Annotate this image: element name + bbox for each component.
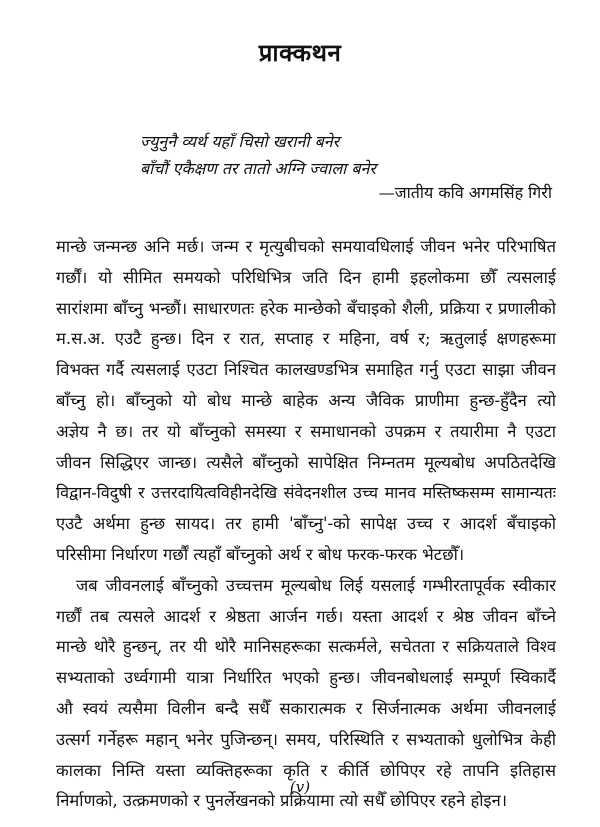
paragraph-1-line: एउटै अर्थमा हुन्छ सायद। तर हामी 'बाँच्नु'-को सापेक्ष उच्च र आदर्श बँचाइको (56, 514, 556, 534)
epigraph-line: बाँचौं एकैक्षण तर तातो अग्नि ज्वाला बनेर (140, 159, 376, 178)
page-number: (v) (289, 778, 311, 796)
paragraph-1-line: सारांशमा बाँच्नु भन्छौं। साधारणतः हरेक मान्छेको बँचाइको शैली, प्रक्रिया र प्रणालीको (56, 298, 556, 318)
paragraph-2-line: औ स्वयं त्यसैमा विलीन बन्दै सधैँ सकारात्मक र सिर्जनात्मक अर्थमा जीवनलाई (56, 698, 556, 718)
paragraph-2-line: कालका निम्ति यस्ता व्यक्तिहरूका कृति र कीर्ति छोपिएर रहे तापनि इतिहास (56, 760, 556, 780)
paragraph-2-line: जब जीवनलाई बाँच्नुको उच्चत्तम मूल्यबोध लिई यसलाई गम्भीरतापूर्वक स्वीकार (76, 575, 556, 595)
paragraph-2-line: गर्छौं तब त्यसले आदर्श र श्रेष्ठता आर्जन गर्छ। यस्ता आदर्श र श्रेष्ठ जीवन बाँच्ने (56, 606, 556, 626)
paragraph-1-line: मान्छे जन्मन्छ अनि मर्छ। जन्म र मृत्युबीचको समयावधिलाई जीवन भनेर परिभाषित (56, 237, 556, 256)
epigraph-attribution: —जातीय कवि अगमसिंह गिरी (378, 183, 552, 202)
page-title: प्राक्कथन (258, 38, 342, 67)
epigraph (140, 128, 560, 182)
paragraph-2-line: सभ्यताको उर्ध्वगामी यात्रा निर्धारित भएको हुन्छ। जीवनबोधलाई सम्पूर्ण स्विकार्दै (56, 668, 556, 688)
paragraph-1-line: विद्वान-विदुषी र उत्तरदायित्वविहीनदेखि संवेदनशील उच्च मानव मस्तिष्कसम्म सामान्यतः (56, 483, 556, 503)
paragraph-1-line: विभक्त गर्दै त्यसलाई एउटा निश्चित कालखण्डभित्र समाहित गर्नु एउटा साझा जीवन (56, 360, 556, 380)
paragraph-1-line: गर्छौं। यो सीमित समयको परिधिभित्र जति दिन हामी इहलोकमा छौँ त्यसलाई (56, 267, 556, 287)
paragraph-1-line: बाँच्नु हो। बाँच्नुको यो बोध मान्छे बाहेक अन्य जैविक प्राणीमा हुन्छ-हुँदैन त्यो (56, 390, 556, 410)
paragraph-1-line: अज्ञेय नै छ। तर यो बाँच्नुको समस्या र समाधानको उपक्रम र तयारीमा नै एउटा (56, 421, 556, 441)
paragraph-1-line: म.स.अ. एउटै हुन्छ। दिन र रात, सप्ताह र महिना, वर्ष र; ऋतुलाई क्षणहरूमा (56, 329, 556, 349)
epigraph-line: ज्युनुनै व्यर्थ यहाँ चिसो खरानी बनेर (140, 132, 340, 151)
paragraph-2-line: उत्सर्ग गर्नेहरू महान् भनेर पुजिन्छन्। समय, परिस्थिति र सभ्यताको धुलोभित्र केही (56, 729, 556, 749)
paragraph-2-line: निर्माणको, उत्क्रमणको र पुनर्लेखनको प्रक्रियामा त्यो सधैँ छोपिएर रहने होइन। (56, 791, 508, 811)
paragraph-1-line: जीवन सिद्धिएर जान्छ। त्यसैले बाँच्नुको सापेक्षित निम्नतम मूल्यबोध अपठितदेखि (56, 452, 556, 472)
body-text (56, 232, 556, 817)
paragraph-2-line: मान्छे थोरै हुन्छन्, तर यी थोरै मानिसहरूका सत्कर्मले, सचेतता र सक्रियताले विश्व (56, 637, 556, 657)
paragraph-1-line: परिसीमा निर्धारण गर्छौं त्यहाँ बाँच्नुको अर्थ र बोध फरक-फरक भेटछौँ। (56, 544, 465, 564)
